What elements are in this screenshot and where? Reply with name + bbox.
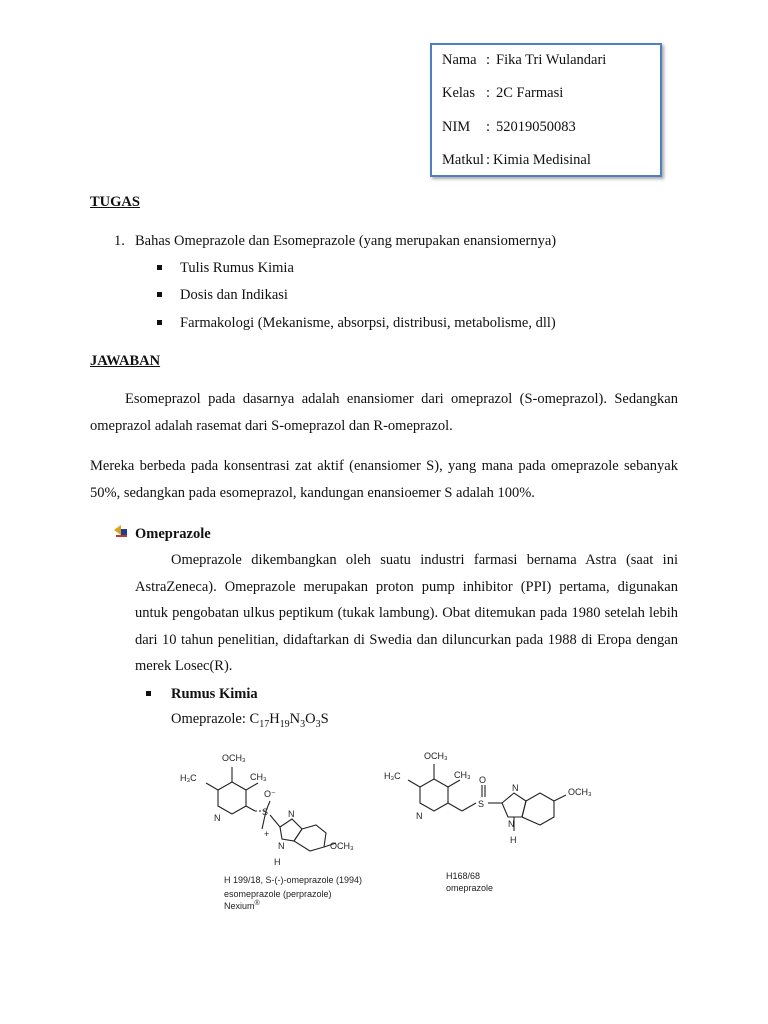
atom-n: N: [278, 841, 285, 851]
atom-s: S: [478, 799, 485, 809]
atom-n: N: [214, 813, 221, 823]
bullet-square: [157, 320, 162, 325]
atom-n: N: [288, 809, 295, 819]
omeprazole-title: Omeprazole: [135, 526, 211, 542]
kelas-value: 2C Farmasi: [496, 85, 564, 101]
nim-label: NIM: [442, 119, 471, 135]
chemical-structures-figure: [170, 745, 610, 920]
bullet-square: [157, 265, 162, 270]
atom-n: N: [416, 811, 423, 821]
arrow-bullet-icon: [114, 524, 128, 538]
left-benzene-ring: [294, 825, 326, 851]
atom-och3: OCH₃: [424, 751, 448, 761]
atom-och3: OCH₃: [330, 841, 354, 851]
left-caption-line-2: esomeprazole (perprazole): [224, 889, 332, 899]
subitem-dosis: Dosis dan Indikasi: [180, 287, 288, 303]
tugas-item-number: 1.: [114, 233, 125, 249]
nim-value: 52019050083: [496, 119, 576, 135]
matkul-value: Kimia Medisinal: [493, 152, 591, 168]
nama-value: Fika Tri Wulandari: [496, 52, 607, 68]
left-imidazole-ring: [280, 819, 302, 841]
kelas-label: Kelas: [442, 85, 476, 101]
atom-o-minus: O⁻: [264, 789, 276, 799]
subitem-farmakologi: Farmakologi (Mekanisme, absorpsi, distribusi, metabolisme, dll): [180, 315, 556, 331]
rumus-kimia-heading: Rumus Kimia: [171, 686, 258, 702]
atom-s: S: [262, 807, 269, 817]
subitem-rumus: Tulis Rumus Kimia: [180, 260, 294, 276]
jawaban-heading: JAWABAN: [90, 353, 161, 369]
atom-plus: +: [264, 829, 270, 839]
info-row-kelas: Kelas : 2C Farmasi: [442, 85, 564, 101]
student-info-box: [430, 43, 662, 177]
bullet-square: [146, 691, 151, 696]
tugas-heading: TUGAS: [90, 194, 140, 210]
atom-n: N: [512, 783, 519, 793]
omeprazole-paragraph: Omeprazole dikembangkan oleh suatu industri farmasi bernama Astra (saat ini AstraZeneca). Omeprazole merupakan proton pump inhibitor (PPI) pertama, digunakan untuk pengobatan ulkus peptikum (tukak lambung). Obat ditemukan pada 1980 setelah lebih dari 10 tahun penelitian, didaftarkan di Swedia dan diluncurkan pada 1988 di Eropa dengan merek Losec(R).: [135, 552, 678, 674]
atom-och3: OCH₃: [568, 787, 592, 797]
info-row-nim: NIM : 52019050083: [442, 119, 576, 135]
right-caption-line-1: H168/68: [446, 871, 481, 881]
info-row-matkul: Matkul : Kimia Medisinal: [442, 152, 591, 168]
atom-h: H: [510, 835, 517, 845]
atom-h3c: H₃C: [384, 771, 401, 781]
atom-ch3: CH₃: [250, 772, 267, 782]
atom-h: H: [274, 857, 281, 867]
right-caption-line-2: omeprazole: [446, 883, 494, 893]
atom-h3c: H₃C: [180, 773, 197, 783]
tugas-item-text: Bahas Omeprazole dan Esomeprazole (yang merupakan enansiomernya): [135, 233, 557, 249]
left-caption-line-1: H 199/18, S-(-)-omeprazole (1994): [224, 875, 363, 885]
nama-label: Nama: [442, 52, 477, 68]
right-pyridine-ring: [420, 779, 448, 811]
jawaban-paragraph-1: Esomeprazol pada dasarnya adalah enansiomer dari omeprazol (S-omeprazol). Sedangkan omeprazol adalah rasemat dari S-omeprazol dan R-omeprazol.: [90, 391, 678, 434]
left-caption-line-3: Nexium®: [224, 900, 260, 911]
matkul-label: Matkul: [442, 152, 484, 168]
atom-ch3: CH₃: [454, 770, 471, 780]
atom-o: O: [479, 775, 487, 785]
atom-och3: OCH₃: [222, 753, 246, 763]
jawaban-paragraph-2: Mereka berbeda pada konsentrasi zat aktif (enansiomer S), yang mana pada omeprazole sebanyak 50%, sedangkan pada esomeprazol, kandungan enansioemer S adalah 100%.: [90, 458, 678, 501]
left-pyridine-ring: [218, 782, 246, 814]
atom-n: N: [508, 819, 515, 829]
right-benzene-ring: [522, 793, 554, 825]
omeprazole-formula: Omeprazole: $C_{17}H_{19}N_3O_3S$: [171, 711, 329, 730]
bullet-square: [157, 292, 162, 297]
info-row-nama: Nama : Fika Tri Wulandari: [442, 52, 607, 68]
